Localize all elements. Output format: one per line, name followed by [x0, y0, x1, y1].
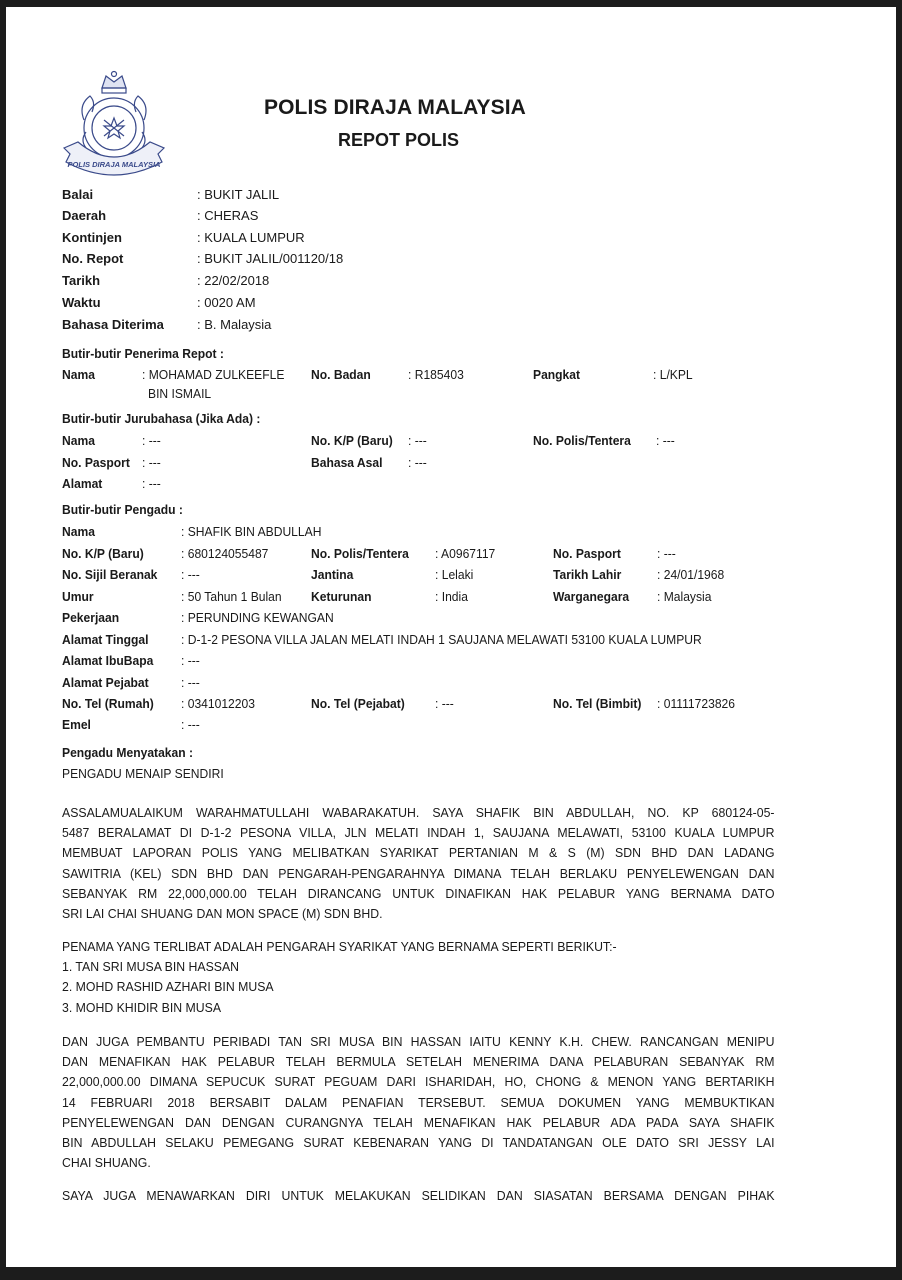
field-label: No. Tel (Bimbit)	[553, 696, 642, 711]
field-label: Nama	[62, 433, 95, 448]
field-label: Tarikh	[62, 273, 101, 288]
field-label: No. Pasport	[553, 546, 621, 561]
field-value: : ---	[142, 433, 161, 448]
paragraph-line: PENAMA YANG TERLIBAT ADALAH PENGARAH SYARIKAT YANG BERNAMA SEPERTI BERIKUT:-	[62, 939, 617, 954]
field-value: BIN ISMAIL	[148, 386, 212, 401]
field-label: No. Tel (Rumah)	[62, 696, 154, 711]
list-item: 2. MOHD RASHID AZHARI BIN MUSA	[62, 979, 274, 995]
field-value: : Lelaki	[435, 567, 474, 582]
statement-paragraph-2	[62, 937, 775, 1018]
field-value: : ---	[181, 567, 200, 582]
field-value: : SHAFIK BIN ABDULLAH	[181, 524, 322, 539]
field-value: : ---	[408, 433, 427, 448]
list-item: 3. MOHD KHIDIR BIN MUSA	[62, 999, 222, 1015]
field-label: No. K/P (Baru)	[311, 433, 393, 448]
section-heading: Butir-butir Penerima Repot :	[62, 346, 224, 361]
field-label: No. Pasport	[62, 455, 130, 470]
paragraph-line: 22,000,000.00 DIMANA SEPUCUK SURAT PEGUAM DARI ISHARIDAH, HO, CHONG & MENON YANG BERTARIKH	[62, 1074, 775, 1090]
pdrm-crest-logo	[58, 70, 170, 176]
statement-intro: PENGADU MENAIP SENDIRI	[62, 766, 224, 781]
field-label: Alamat Pejabat	[62, 675, 149, 690]
field-value: : B. Malaysia	[197, 317, 272, 332]
field-label: No. Badan	[311, 367, 371, 382]
field-value: : ---	[435, 696, 454, 711]
field-value: : KUALA LUMPUR	[197, 230, 305, 245]
field-label: Tarikh Lahir	[553, 567, 622, 582]
field-label: Bahasa Diterima	[62, 317, 164, 332]
field-label: Alamat Tinggal	[62, 632, 149, 647]
list-item: 1. TAN SRI MUSA BIN HASSAN	[62, 959, 240, 975]
field-value: : L/KPL	[653, 367, 693, 382]
field-value: : 680124055487	[181, 546, 269, 561]
field-label: Warganegara	[553, 589, 630, 604]
field-value: : PERUNDING KEWANGAN	[181, 610, 334, 625]
field-value: : BUKIT JALIL/001120/18	[197, 251, 344, 266]
field-value: : ---	[142, 476, 161, 491]
field-value: : ---	[181, 653, 200, 668]
paragraph-line: MEMBUAT LAPORAN POLIS YANG MELIBATKAN SYARIKAT PERTANIAN M & S (M) SDN BHD DAN LADANG	[62, 845, 775, 861]
statement-paragraph-1	[62, 803, 775, 924]
field-label: Pekerjaan	[62, 610, 120, 625]
field-label: Balai	[62, 187, 94, 202]
paragraph-line: DAN MENAFIKAN HAK PELABUR TELAH BERMULA SETELAH MENERIMA DANA PELABURAN SEBANYAK RM	[62, 1054, 775, 1070]
field-label: Alamat IbuBapa	[62, 653, 154, 668]
field-label: No. Sijil Beranak	[62, 567, 158, 582]
field-label: Umur	[62, 589, 94, 604]
field-label: Emel	[62, 717, 91, 732]
paragraph-line: SAWITRIA (KEL) SDN BHD DAN PENGARAH-PENGARAHNYA DIMANA TELAH BERLAKU PENYELEWENGAN DAN	[62, 865, 775, 881]
field-value: : Malaysia	[657, 589, 712, 604]
field-label: No. Tel (Pejabat)	[311, 696, 405, 711]
field-value: : ---	[656, 433, 675, 448]
field-value: : ---	[181, 717, 200, 732]
section-heading: Butir-butir Jurubahasa (Jika Ada) :	[62, 411, 261, 426]
field-label: Kontinjen	[62, 230, 122, 245]
field-label: Waktu	[62, 295, 101, 310]
paragraph-line: DAN JUGA PEMBANTU PERIBADI TAN SRI MUSA BIN HASSAN IAITU KENNY K.H. CHEW. RANCANGAN MENIPU	[62, 1034, 775, 1049]
document-title: POLIS DIRAJA MALAYSIA	[264, 96, 526, 119]
field-value: : 24/01/1968	[657, 567, 725, 582]
field-label: Nama	[62, 524, 95, 539]
paragraph-line: SRI LAI CHAI SHUANG DAN MON SPACE (M) SDN BHD.	[62, 906, 383, 922]
paragraph-line: CHAI SHUANG.	[62, 1155, 151, 1171]
field-label: Daerah	[62, 208, 107, 223]
document-subtitle: REPOT POLIS	[338, 130, 460, 150]
field-label: Nama	[62, 367, 95, 382]
field-value: : A0967117	[435, 546, 496, 561]
paragraph-line: 5487 BERALAMAT DI D-1-2 PESONA VILLA, JLN MELATI INDAH 1, SAUJANA MELAWATI, 53100 KUALA LUMPUR	[62, 825, 775, 841]
field-value: : R185403	[408, 367, 464, 382]
field-label: Pangkat	[533, 367, 581, 382]
field-value: : 22/02/2018	[197, 273, 270, 288]
field-value: : 50 Tahun 1 Bulan	[181, 589, 282, 604]
field-value: : ---	[408, 455, 427, 470]
paragraph-line: ASSALAMUALAIKUM WARAHMATULLAHI WABARAKATUH. SAYA SHAFIK BIN ABDULLAH, NO. KP 680124-05-	[62, 805, 775, 820]
paragraph-line: BIN ABDULLAH SELAKU PEMEGANG SURAT KEBENARAN YANG DI TANDATANGAN OLE DATO SRI JESSY LAI	[62, 1135, 775, 1151]
field-label: Bahasa Asal	[311, 455, 383, 470]
field-label: No. Polis/Tentera	[311, 546, 409, 561]
field-value: : 0020 AM	[197, 295, 256, 310]
field-value: : 0341012203	[181, 696, 255, 711]
statement-paragraph-4	[62, 1186, 775, 1206]
field-label: No. K/P (Baru)	[62, 546, 144, 561]
section-heading: Pengadu Menyatakan :	[62, 745, 194, 760]
field-value: : CHERAS	[197, 208, 259, 223]
paragraph-line: 14 FEBRUARI 2018 BERSABIT DALAM PENAFIAN TERSEBUT. SEMUA DOKUMEN YANG MEMBUKTIKAN	[62, 1094, 775, 1110]
paragraph-line: SAYA JUGA MENAWARKAN DIRI UNTUK MELAKUKAN SELIDIKAN DAN SIASATAN BERSAMA DENGAN PIHAK	[62, 1188, 775, 1203]
paragraph-line: PENYELEWENGAN DAN DENGAN CURANGNYA TELAH MENAFIKAN HAK PELABUR ADA PADA SAYA SHAFIK	[62, 1114, 775, 1130]
section-heading: Butir-butir Pengadu :	[62, 502, 183, 517]
field-value: : ---	[142, 455, 161, 470]
field-label: Alamat	[62, 476, 103, 491]
field-value: : 01111723826	[657, 696, 735, 711]
field-value: : ---	[181, 675, 200, 690]
field-label: Keturunan	[311, 589, 372, 604]
field-value: : India	[435, 589, 468, 604]
field-value: : MOHAMAD ZULKEEFLE	[142, 367, 285, 382]
field-value: : D-1-2 PESONA VILLA JALAN MELATI INDAH 1 SAUJANA MELAWATI 53100 KUALA LUMPUR	[181, 632, 702, 647]
field-label: No. Repot	[62, 251, 124, 266]
paragraph-line: SEBANYAK RM 22,000,000.00 TELAH DIRANCANG UNTUK DINAFIKAN HAK PELABUR YANG BERNAMA DATO	[62, 885, 775, 901]
statement-paragraph-3	[62, 1032, 775, 1173]
logo-text: POLIS DIRAJA MALAYSIA	[67, 160, 161, 169]
field-label: No. Polis/Tentera	[533, 433, 631, 448]
field-value: : ---	[657, 546, 676, 561]
field-value: : BUKIT JALIL	[197, 187, 280, 202]
field-label: Jantina	[311, 567, 354, 582]
